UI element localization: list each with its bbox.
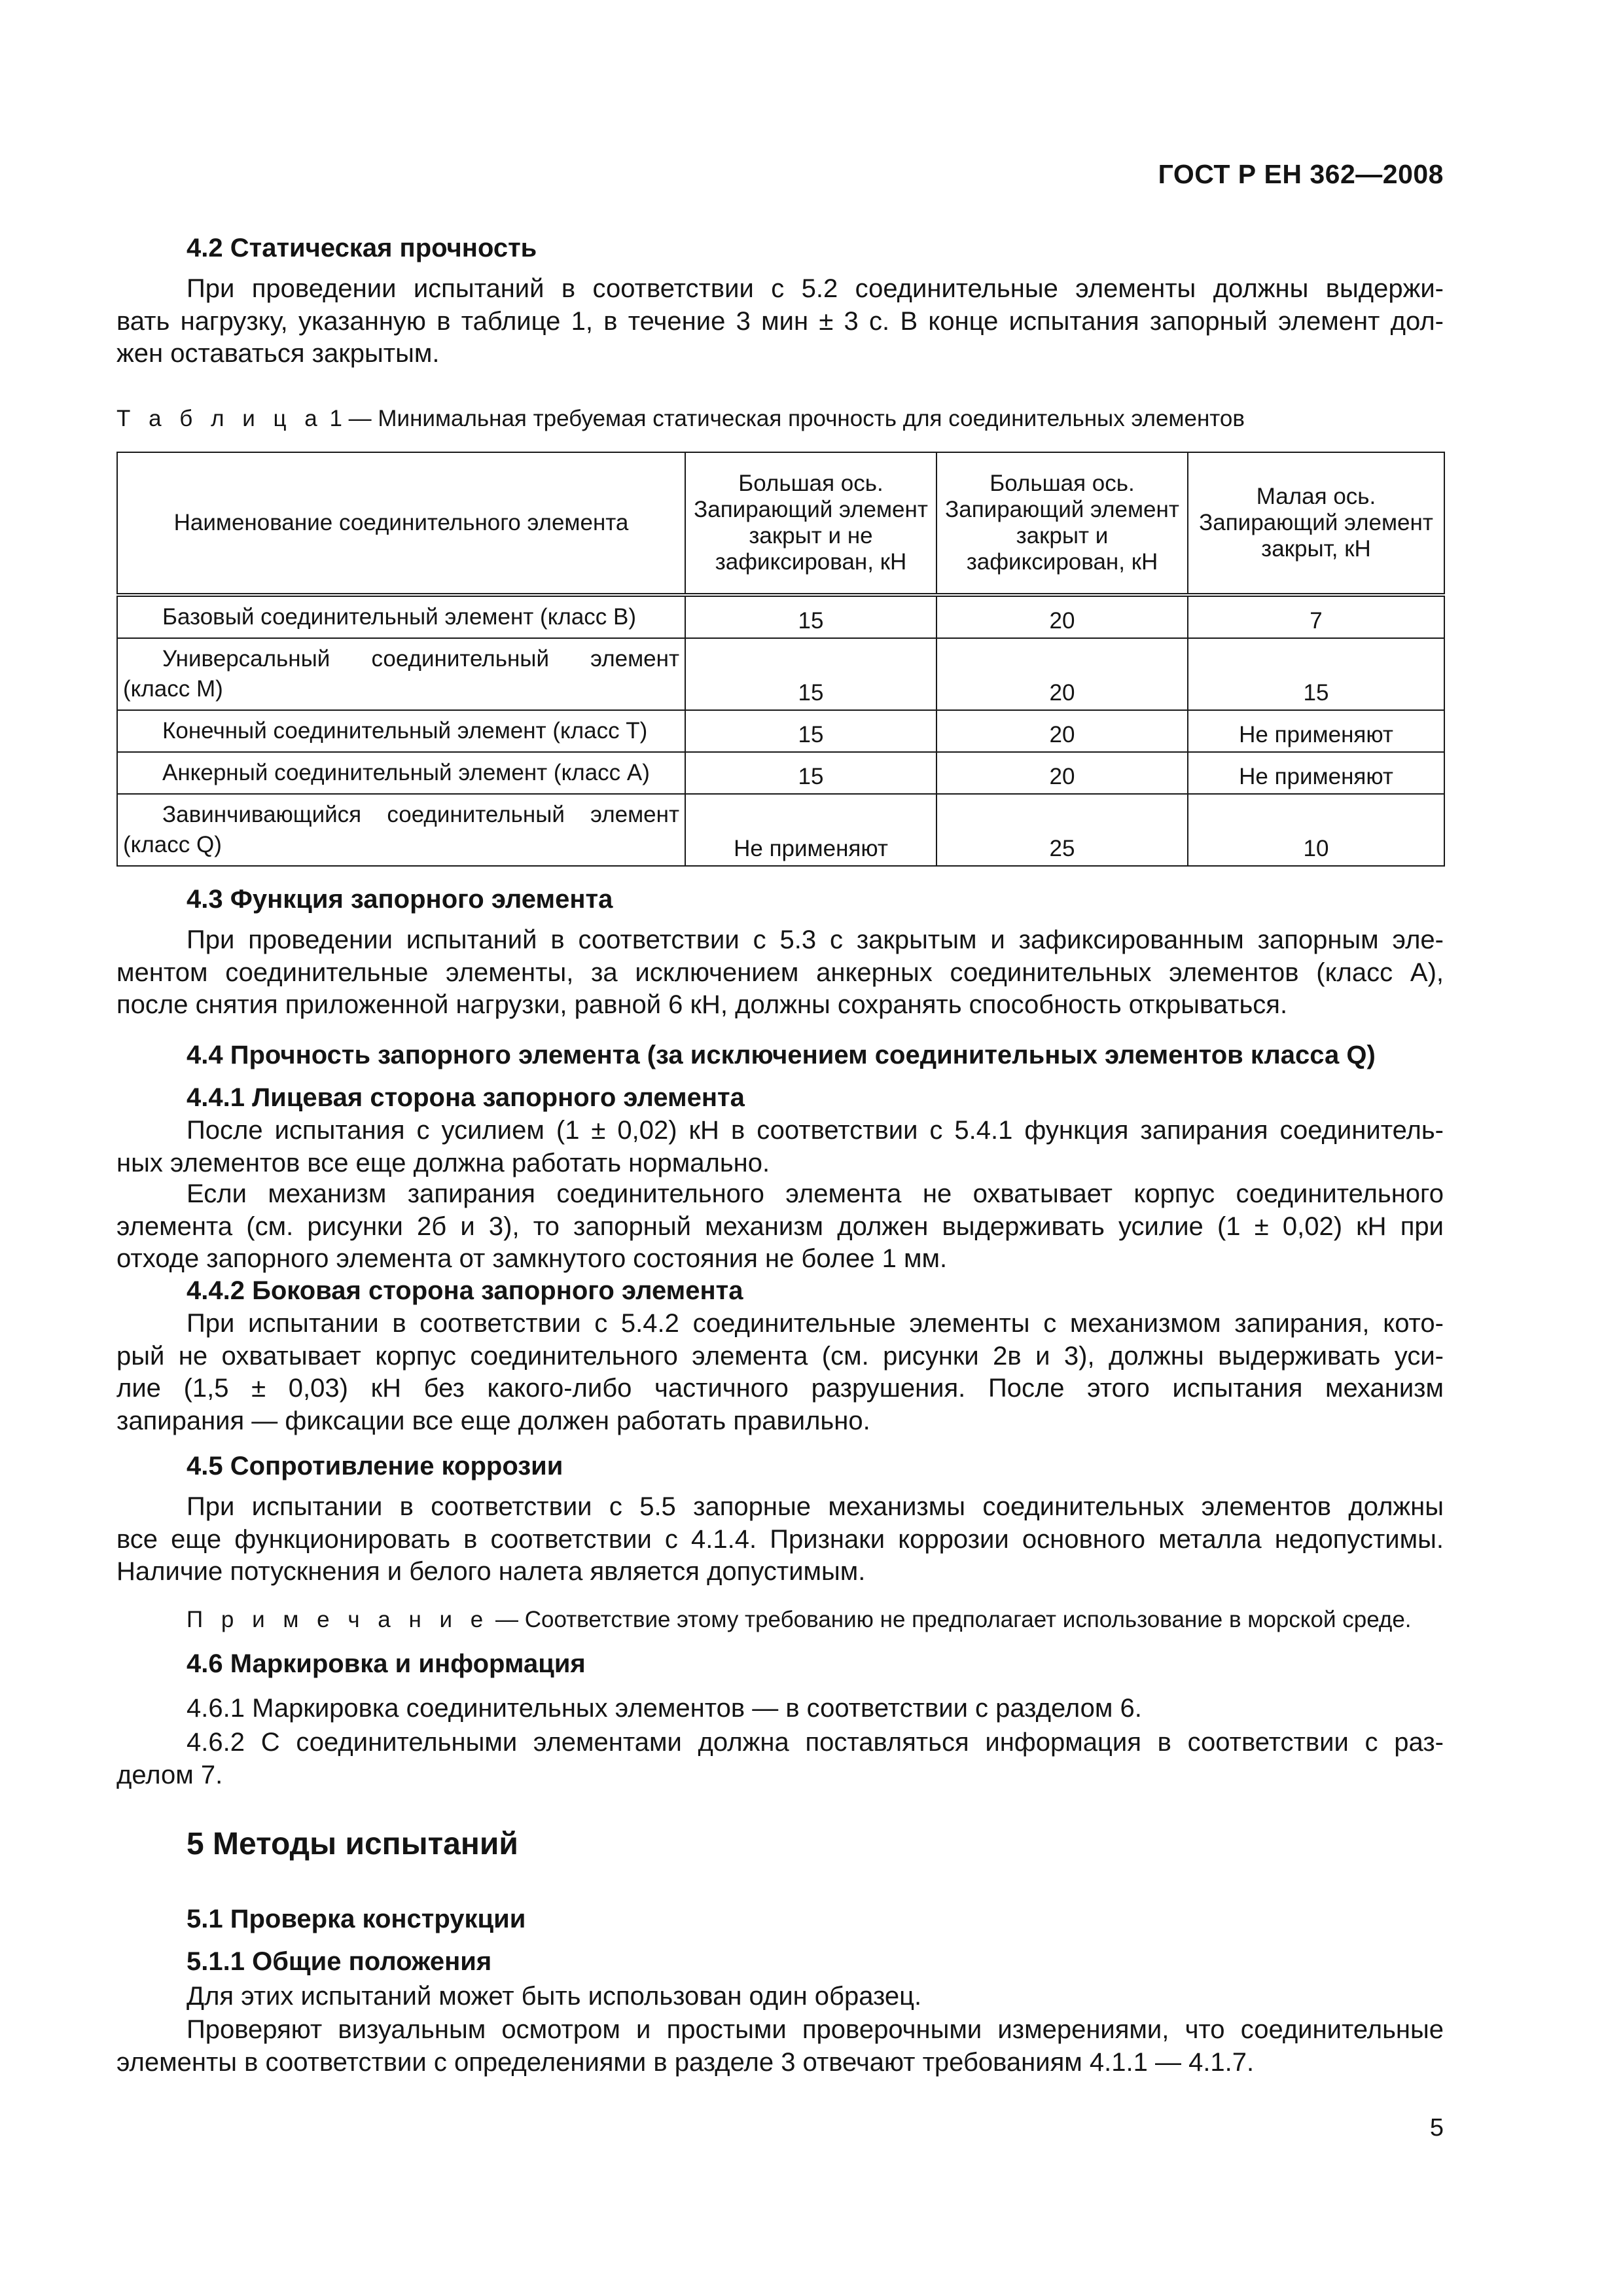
table-cell-value: Не применяют: [1188, 752, 1444, 794]
text-line: элементы в соответствии с определениями в разделе 3 отвечают требованиям 4.1.1 — 4.1.7.: [116, 2047, 1255, 2077]
text-line: все еще функционировать в соответствии с 4.1.4. Признаки коррозии основного металла недопустимы.: [116, 1524, 1444, 1554]
section-4-4-2-text: [116, 1308, 1444, 1437]
table-cell-value: 10: [1188, 794, 1444, 866]
section-4-6-title: 4.6 Маркировка и информация: [187, 1649, 586, 1678]
text-line: Наличие потускнения и белого налета является допустимым.: [116, 1557, 866, 1586]
table-caption-label: Т а б л и ц а: [116, 406, 323, 431]
text-line: отходе запорного элемента от замкнутого состояния не более 1 мм.: [116, 1244, 948, 1273]
section-4-5-text: [116, 1491, 1444, 1588]
text-line: элемента (см. рисунки 2б и 3), то запорный механизм должен выдерживать усилие (1 ± 0,02) кН при: [116, 1211, 1444, 1241]
section-4-6-2-text: [116, 1727, 1444, 1791]
text-line: После испытания с усилием (1 ± 0,02) кН в соответствии с 5.4.1 функция запирания соединитель-: [187, 1116, 1444, 1145]
section-4-4-1-text-1: [116, 1115, 1444, 1179]
table-cell-value: 15: [1188, 638, 1444, 710]
table-row: [117, 595, 1444, 638]
section-5-1-1-title: 5.1.1 Общие положения: [187, 1947, 492, 1976]
table-cell-value: 15: [685, 595, 936, 638]
table-cell-name-line: Универсальный соединительный элемент: [162, 646, 679, 672]
section-5-title: 5 Методы испытаний: [187, 1827, 518, 1861]
page-number: 5: [1429, 2114, 1444, 2142]
document-page: [116, 0, 1444, 2296]
text-line: Если механизм запирания соединительного элемента не охватывает корпус соединительного: [187, 1179, 1444, 1208]
section-4-4-1-text-2: [116, 1178, 1444, 1276]
table-header-cell: Большая ось. Запирающий элемент закрыт и зафиксирован, кН: [936, 452, 1188, 595]
text-line: 4.6.2 С соединительными элементами должна поставляться информация в соответствии с раз-: [187, 1728, 1444, 1757]
table-cell-value: 25: [936, 794, 1188, 866]
table-cell-name-line: Завинчивающийся соединительный элемент: [162, 802, 679, 827]
document-id-header: ГОСТ Р ЕН 362—2008: [1158, 159, 1444, 189]
section-5-1-1-text-1: Для этих испытаний может быть использован один образец.: [187, 1982, 922, 2011]
section-4-2-text: [116, 273, 1444, 370]
table-caption-text: 1 — Минимальная требуемая статическая прочность для соединительных элементов: [323, 406, 1245, 431]
text-line: При испытании в соответствии с 5.5 запорные механизмы соединительных элементов должны: [187, 1492, 1444, 1521]
table-cell-name: [117, 638, 685, 710]
table-cell-value: 20: [936, 752, 1188, 794]
table-cell-value: Не применяют: [1188, 710, 1444, 752]
section-4-6-1-text: 4.6.1 Маркировка соединительных элементов — в соответствии с разделом 6.: [187, 1694, 1142, 1723]
table-cell-value: 15: [685, 752, 936, 794]
text-line: При проведении испытаний в соответствии с 5.3 с закрытым и зафиксированным запорным эле-: [187, 925, 1444, 954]
text-line: Проверяют визуальным осмотром и простыми проверочными измерениями, что соединительные: [187, 2015, 1444, 2044]
text-line: делом 7.: [116, 1760, 223, 1789]
table-cell-name: Конечный соединительный элемент (класс Т): [117, 710, 685, 752]
table-1: [116, 452, 1445, 867]
section-4-5-note: [187, 1607, 1412, 1633]
text-line: лие (1,5 ± 0,03) кН без какого-либо частичного разрушения. После этого испытания механизм: [116, 1374, 1444, 1403]
table-cell-name: Анкерный соединительный элемент (класс А): [117, 752, 685, 794]
table-cell-value: 20: [936, 710, 1188, 752]
text-line: ных элементов все еще должна работать нормально.: [116, 1148, 770, 1177]
table-header-cell: Наименование соединительного элемента: [117, 452, 685, 595]
table-cell-name-line: (класс Q): [123, 832, 222, 857]
table-cell-name: Базовый соединительный элемент (класс B): [117, 595, 685, 638]
table-cell-value: 20: [936, 638, 1188, 710]
table-cell-name-line: (класс М): [123, 676, 223, 702]
section-4-3-title: 4.3 Функция запорного элемента: [187, 885, 613, 914]
table-cell-value: 15: [685, 638, 936, 710]
text-line: запирания — фиксации все еще должен работать правильно.: [116, 1406, 870, 1435]
table-header-row: [117, 452, 1444, 595]
table-row: [117, 752, 1444, 794]
section-4-5-title: 4.5 Сопротивление коррозии: [187, 1452, 563, 1480]
table-cell-value: 15: [685, 710, 936, 752]
table-row: [117, 794, 1444, 866]
section-5-1-title: 5.1 Проверка конструкции: [187, 1905, 526, 1933]
section-4-4-1-title: 4.4.1 Лицевая сторона запорного элемента: [187, 1083, 745, 1112]
section-5-1-1-text-2: [116, 2014, 1444, 2079]
text-line: рый не охватывает корпус соединительного элемента (см. рисунки 2в и 3), должны выдерживать уси-: [116, 1341, 1444, 1371]
table-cell-value: Не применяют: [685, 794, 936, 866]
section-4-4-2-title: 4.4.2 Боковая сторона запорного элемента: [187, 1276, 743, 1305]
text-line: ментом соединительные элементы, за исключением анкерных соединительных элементов (класс А),: [116, 958, 1444, 987]
table-row: [117, 710, 1444, 752]
table-cell-value: 7: [1188, 595, 1444, 638]
text-line: При испытании в соответствии с 5.4.2 соединительные элементы с механизмом запирания, кото-: [187, 1309, 1444, 1338]
table-header-cell: Большая ось. Запирающий элемент закрыт и не зафиксирован, кН: [685, 452, 936, 595]
note-text: — Соответствие этому требованию не предполагает использование в морской среде.: [489, 1607, 1412, 1632]
text-line: вать нагрузку, указанную в таблице 1, в течение 3 мин ± 3 с. В конце испытания запорный элемент дол-: [116, 306, 1444, 336]
table-cell-value: 20: [936, 595, 1188, 638]
text-line: жен оставаться закрытым.: [116, 339, 440, 368]
table-cell-name: [117, 794, 685, 866]
section-4-2-title: 4.2 Статическая прочность: [187, 234, 537, 262]
section-4-3-text: [116, 924, 1444, 1022]
note-label: П р и м е ч а н и е: [187, 1607, 490, 1632]
text-line: При проведении испытаний в соответствии с 5.2 соединительные элементы должны выдержи-: [187, 274, 1444, 303]
table-1-caption: [116, 406, 1245, 432]
table-row: [117, 638, 1444, 710]
text-line: после снятия приложенной нагрузки, равной 6 кН, должны сохранять способность открываться.: [116, 990, 1288, 1019]
table-header-cell: Малая ось. Запирающий элемент закрыт, кН: [1188, 452, 1444, 595]
section-4-4-title: 4.4 Прочность запорного элемента (за исключением соединительных элементов класса Q): [187, 1041, 1376, 1069]
